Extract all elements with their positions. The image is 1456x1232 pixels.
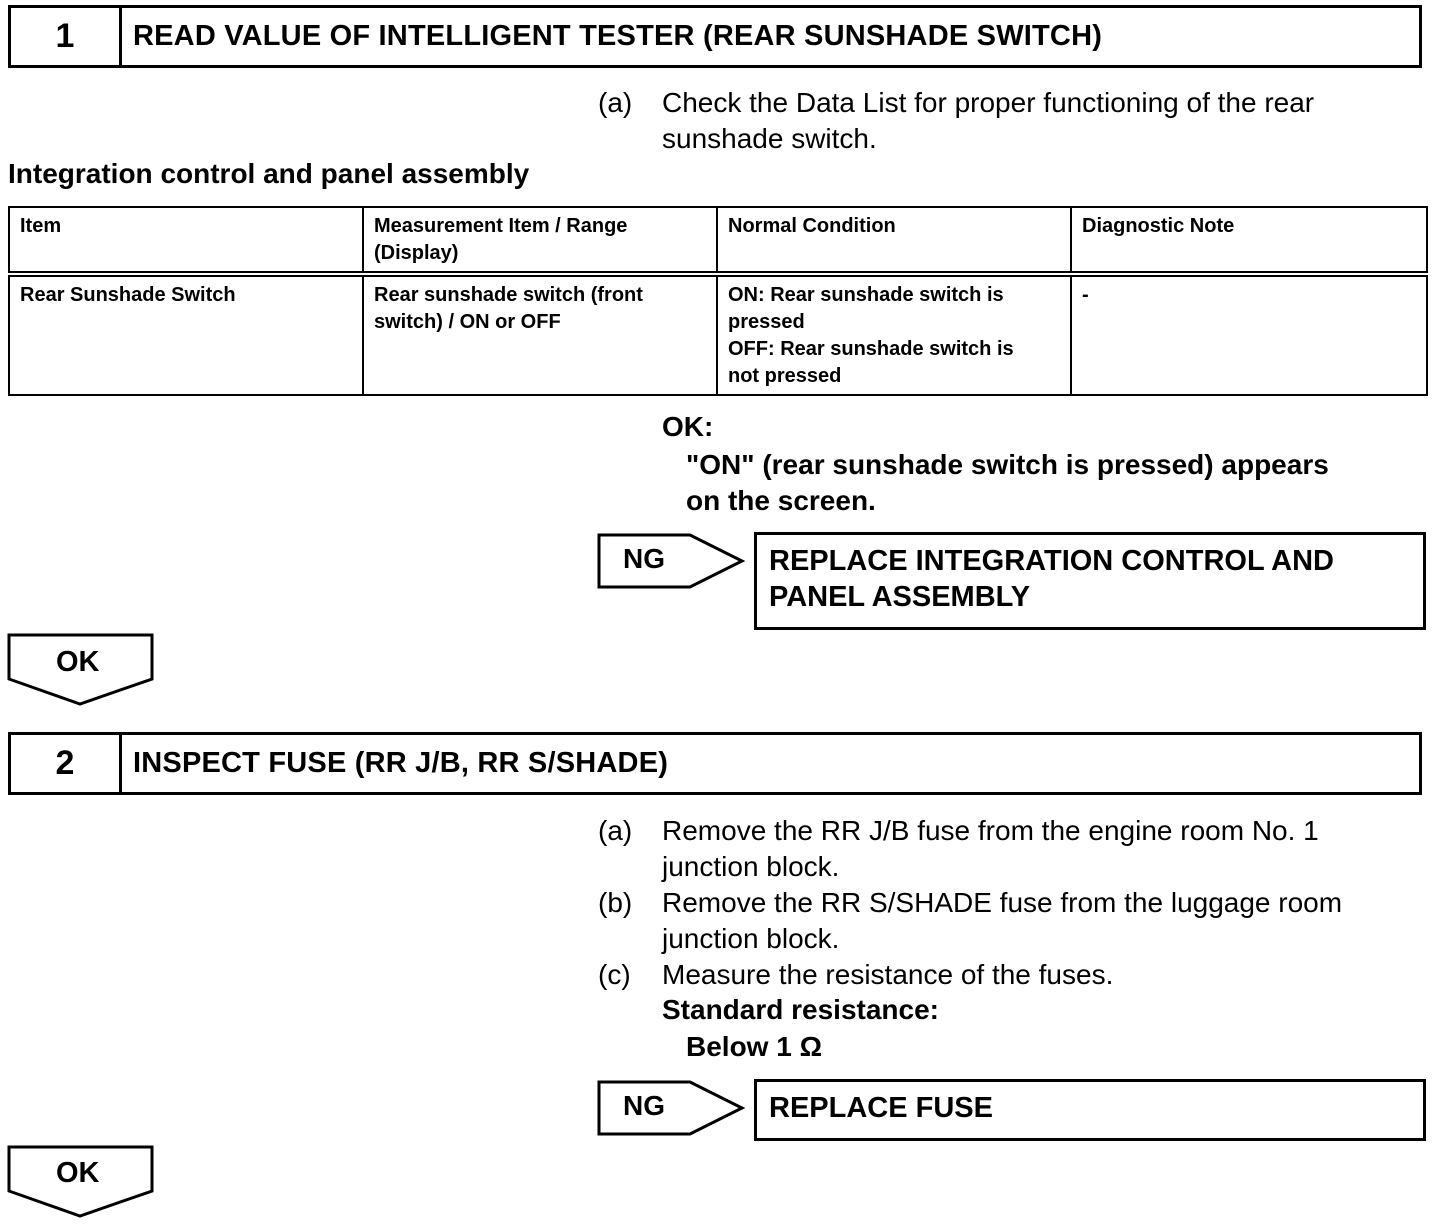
instruction-label: (a) bbox=[598, 87, 633, 118]
ng-arrow-icon bbox=[596, 1079, 748, 1137]
instruction-line: Remove the RR J/B fuse from the engine room No. 1 bbox=[662, 815, 1319, 846]
ng-result-line: REPLACE INTEGRATION CONTROL AND bbox=[769, 545, 1334, 577]
table-caption: Integration control and panel assembly bbox=[8, 158, 530, 189]
ng-arrow-icon bbox=[596, 532, 748, 590]
step-1-header bbox=[8, 5, 1422, 68]
ng-label: NG bbox=[623, 1090, 665, 1121]
step-title: READ VALUE OF INTELLIGENT TESTER (REAR SUNSHADE SWITCH) bbox=[133, 20, 1103, 52]
step-number: 2 bbox=[11, 735, 122, 792]
ok-criteria-line: on the screen. bbox=[686, 485, 876, 516]
cell-line: OFF: Rear sunshade switch is bbox=[728, 338, 1014, 360]
ng-result-box: REPLACE FUSE bbox=[754, 1079, 1426, 1141]
instruction-line: sunshade switch. bbox=[662, 123, 877, 154]
ok-label: OK bbox=[56, 1157, 100, 1189]
step-2-header bbox=[8, 732, 1422, 795]
instruction-a bbox=[598, 85, 1418, 157]
standard-heading: Standard resistance: bbox=[662, 994, 939, 1025]
cell-line: switch) / ON or OFF bbox=[374, 311, 561, 333]
header-measurement-line: (Display) bbox=[374, 242, 459, 264]
ng-label: NG bbox=[623, 543, 665, 574]
ok-criteria-heading: OK: bbox=[662, 411, 714, 442]
ng-result-line: PANEL ASSEMBLY bbox=[769, 581, 1031, 613]
ng-result-box bbox=[754, 532, 1426, 630]
ok-label: OK bbox=[56, 646, 100, 678]
ok-criteria-text bbox=[686, 447, 1329, 519]
instruction-line: junction block. bbox=[662, 851, 840, 882]
instruction-c bbox=[598, 957, 1418, 993]
instruction-a bbox=[598, 813, 1418, 885]
step-number: 1 bbox=[11, 8, 122, 65]
instruction-label: (c) bbox=[598, 959, 631, 990]
header-measurement-line: Measurement Item / Range bbox=[374, 215, 628, 237]
header-item: Item bbox=[9, 207, 363, 274]
cell-line: pressed bbox=[728, 311, 805, 333]
instruction-text bbox=[662, 813, 1418, 885]
standard-value: Below 1 Ω bbox=[686, 1031, 823, 1062]
instruction-line: Check the Data List for proper functioning of the rear bbox=[662, 87, 1315, 118]
instruction-text bbox=[662, 885, 1418, 957]
instruction-line: Remove the RR S/SHADE fuse from the luggage room bbox=[662, 887, 1343, 918]
instruction-label: (a) bbox=[598, 815, 633, 846]
step-title: INSPECT FUSE (RR J/B, RR S/SHADE) bbox=[133, 747, 669, 779]
instruction-text: Measure the resistance of the fuses. bbox=[662, 959, 1114, 990]
instruction-text bbox=[662, 85, 1418, 157]
cell-item: Rear Sunshade Switch bbox=[9, 274, 363, 395]
table-header-row bbox=[9, 207, 1427, 274]
table-row bbox=[9, 274, 1427, 395]
instruction-line: junction block. bbox=[662, 923, 840, 954]
cell-diagnostic-note: - bbox=[1071, 274, 1427, 395]
cell-measurement bbox=[363, 274, 717, 395]
header-measurement bbox=[363, 207, 717, 274]
header-normal-condition: Normal Condition bbox=[717, 207, 1071, 274]
cell-line: ON: Rear sunshade switch is bbox=[728, 284, 1004, 306]
cell-line: Rear sunshade switch (front bbox=[374, 284, 643, 306]
instruction-label: (b) bbox=[598, 887, 633, 918]
ok-criteria-line: "ON" (rear sunshade switch is pressed) appears bbox=[686, 449, 1329, 480]
cell-normal-condition bbox=[717, 274, 1071, 395]
header-diagnostic-note: Diagnostic Note bbox=[1071, 207, 1427, 274]
instruction-b bbox=[598, 885, 1418, 957]
data-list-table bbox=[8, 206, 1428, 396]
cell-line: not pressed bbox=[728, 365, 842, 387]
